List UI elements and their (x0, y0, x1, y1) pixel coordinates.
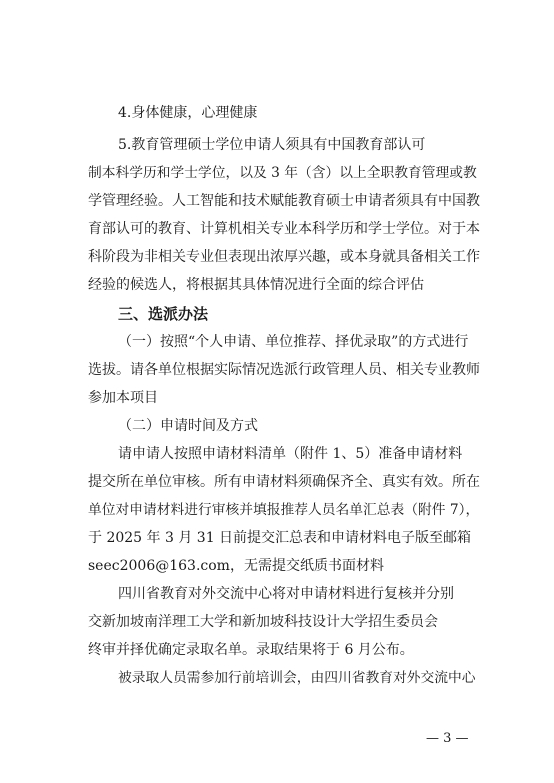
body-line-16: 于 2025 年 3 月 31 日前提交汇总表和申请材料电子版至邮箱 (88, 530, 472, 546)
body-line-12: （二）申请时间及方式 (118, 418, 258, 434)
body-line-2: 5.教育管理硕士学位申请人须具有中国教育部认可 (118, 137, 426, 153)
body-line-17: seec2006@163.com，无需提交纸质书面材料 (88, 558, 384, 574)
body-line-18: 四川省教育对外交流中心将对申请材料进行复核并分别 (118, 586, 454, 602)
body-line-11: 参加本项目 (88, 390, 158, 406)
body-line-7: 经验的候选人，将根据其具体情况进行全面的综合评估 (88, 277, 424, 293)
body-line-15: 单位对申请材料进行审核并填报推荐人员名单汇总表（附件 7）， (88, 502, 480, 518)
body-line-9: （一）按照“个人申请、单位推荐、择优录取”的方式进行 (118, 334, 469, 350)
page-number: — 3 — (426, 731, 469, 746)
body-line-1: 4.身体健康，心理健康 (118, 105, 258, 121)
body-line-6: 科阶段为非相关专业但表现出浓厚兴趣，或本身就具备相关工作 (88, 249, 480, 265)
body-line-19: 交新加坡南洋理工大学和新加坡科技设计大学招生委员会 (88, 614, 438, 630)
body-line-21: 被录取人员需参加行前培训会，由四川省教育对外交流中心 (118, 670, 476, 686)
body-line-13: 请申请人按照申请材料清单（附件 1、5）准备申请材料 (118, 446, 463, 462)
body-line-5: 育部认可的教育、计算机相关专业本科学历和学士学位。对于本 (88, 221, 480, 237)
body-line-20: 终审并择优确定录取名单。录取结果将于 6 月公布。 (88, 642, 414, 658)
body-line-3: 制本科学历和学士学位，以及 3 年（含）以上全职教育管理或教 (88, 165, 477, 181)
body-line-14: 提交所在单位审核。所有申请材料须确保齐全、真实有效。所在 (88, 474, 480, 490)
body-line-10: 选拔。请各单位根据实际情况选派行政管理人员、相关专业教师 (88, 362, 480, 378)
body-line-4: 学管理经验。人工智能和技术赋能教育硕士申请者须具有中国教 (88, 193, 480, 209)
section-heading: 三、选派办法 (118, 305, 209, 323)
